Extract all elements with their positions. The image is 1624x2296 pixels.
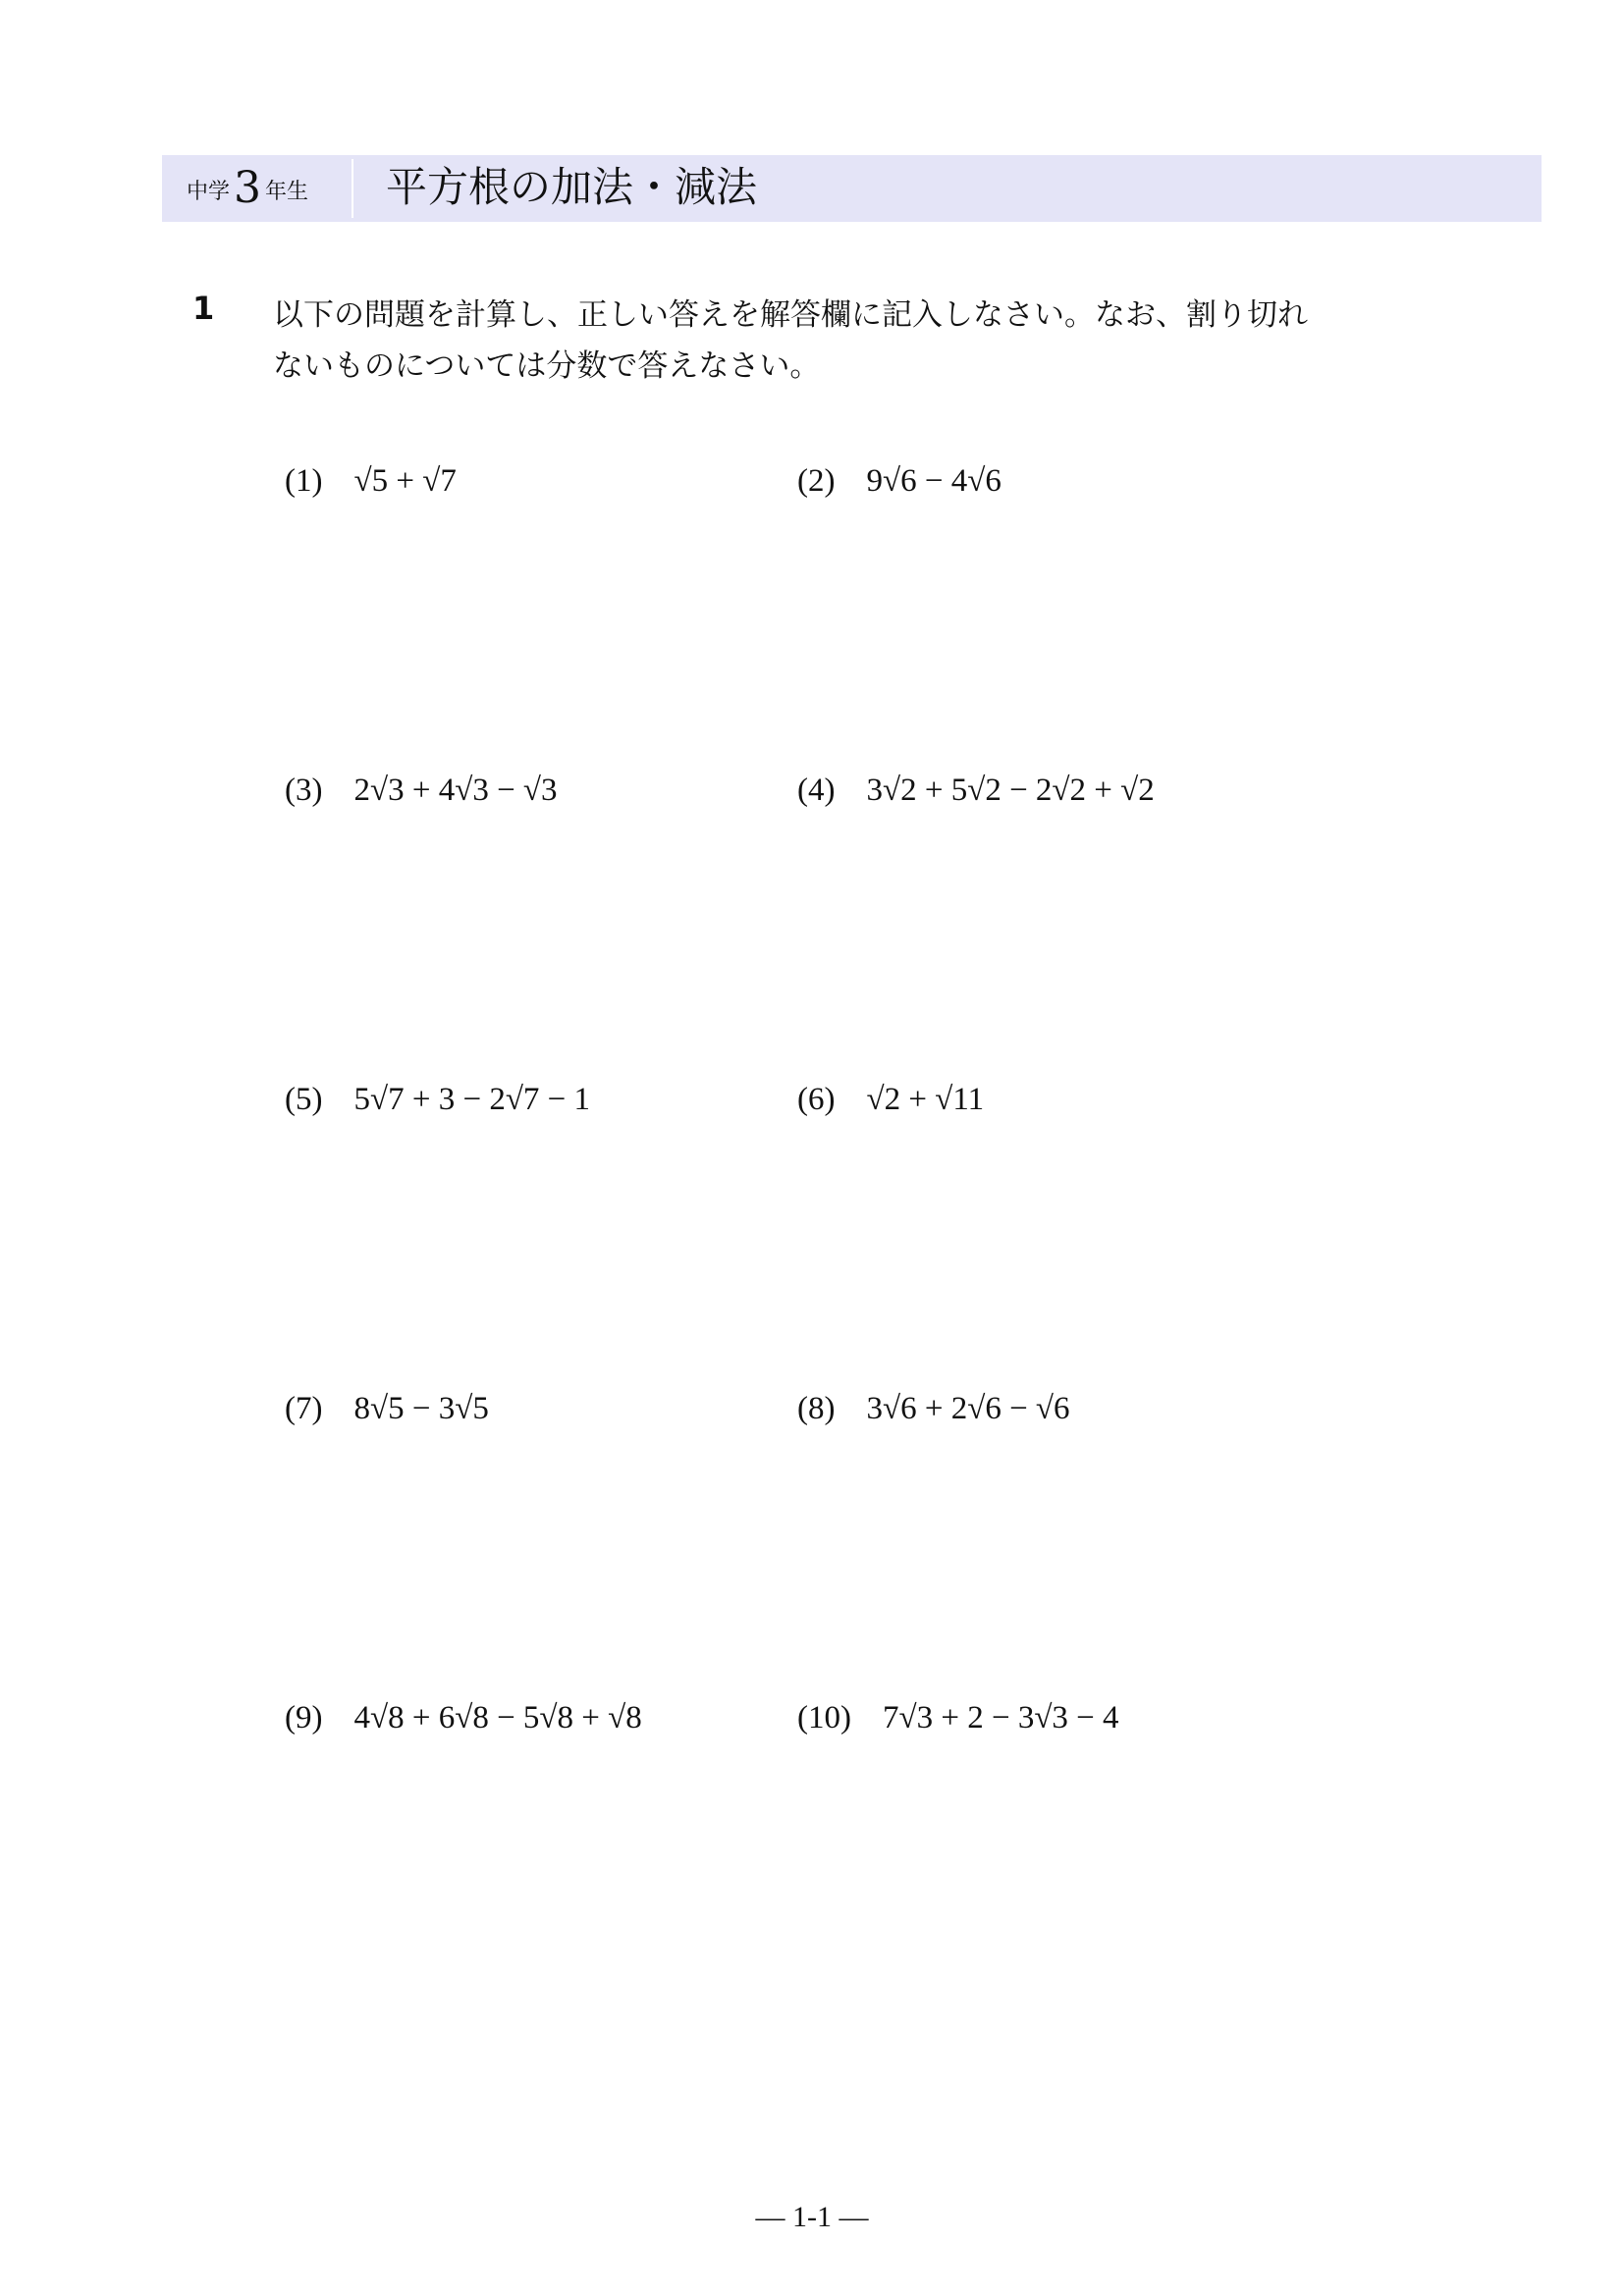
problem-expression: 3√6 + 2√6 − √6 — [866, 1391, 1070, 1426]
problem-4 — [797, 769, 1155, 812]
page-number: — 1-1 — — [755, 2201, 869, 2233]
problem-label: (9) — [285, 1700, 323, 1735]
problem-6 — [797, 1078, 984, 1121]
problem-expression: 7√3 + 2 − 3√3 − 4 — [882, 1700, 1119, 1735]
problem-3 — [285, 769, 558, 812]
problem-8 — [797, 1387, 1070, 1430]
problem-expression: 8√5 − 3√5 — [353, 1391, 489, 1426]
problem-label: (4) — [797, 773, 836, 808]
instruction-line-1: 以下の問題を計算し、正しい答えを解答欄に記入しなさい。なお、割り切れ — [273, 297, 1308, 333]
problem-expression: 3√2 + 5√2 − 2√2 + √2 — [866, 773, 1155, 808]
question-instruction — [273, 290, 1471, 392]
problem-expression: √5 + √7 — [353, 463, 457, 499]
problem-label: (10) — [797, 1700, 851, 1735]
header-divider — [352, 159, 353, 218]
problem-label: (3) — [285, 773, 323, 808]
problem-label: (7) — [285, 1391, 323, 1426]
problem-5 — [285, 1078, 590, 1121]
problem-expression: 2√3 + 4√3 − √3 — [353, 773, 558, 808]
problem-expression: 4√8 + 6√8 − 5√8 + √8 — [353, 1700, 642, 1735]
problem-label: (5) — [285, 1082, 323, 1117]
problem-2 — [797, 459, 1001, 503]
problem-expression: 9√6 − 4√6 — [866, 463, 1001, 499]
problem-9 — [285, 1696, 642, 1739]
problem-1 — [285, 459, 457, 503]
problem-7 — [285, 1387, 489, 1430]
page-title: 平方根の加法・減法 — [386, 163, 758, 211]
grade-label — [187, 155, 308, 222]
grade-suffix: 年生 — [265, 180, 309, 204]
problem-10 — [797, 1696, 1119, 1739]
problem-label: (2) — [797, 463, 836, 499]
problem-label: (1) — [285, 463, 323, 499]
problem-label: (8) — [797, 1391, 836, 1426]
instruction-line-2: ないものについては分数で答えなさい。 — [273, 348, 821, 384]
problem-label: (6) — [797, 1082, 836, 1117]
problem-expression: √2 + √11 — [866, 1082, 985, 1117]
problem-expression: 5√7 + 3 − 2√7 − 1 — [353, 1082, 591, 1117]
question-number: 1 — [192, 290, 215, 327]
grade-number: 3 — [234, 163, 262, 213]
header-bar — [162, 155, 1542, 222]
grade-prefix: 中学 — [187, 180, 231, 204]
